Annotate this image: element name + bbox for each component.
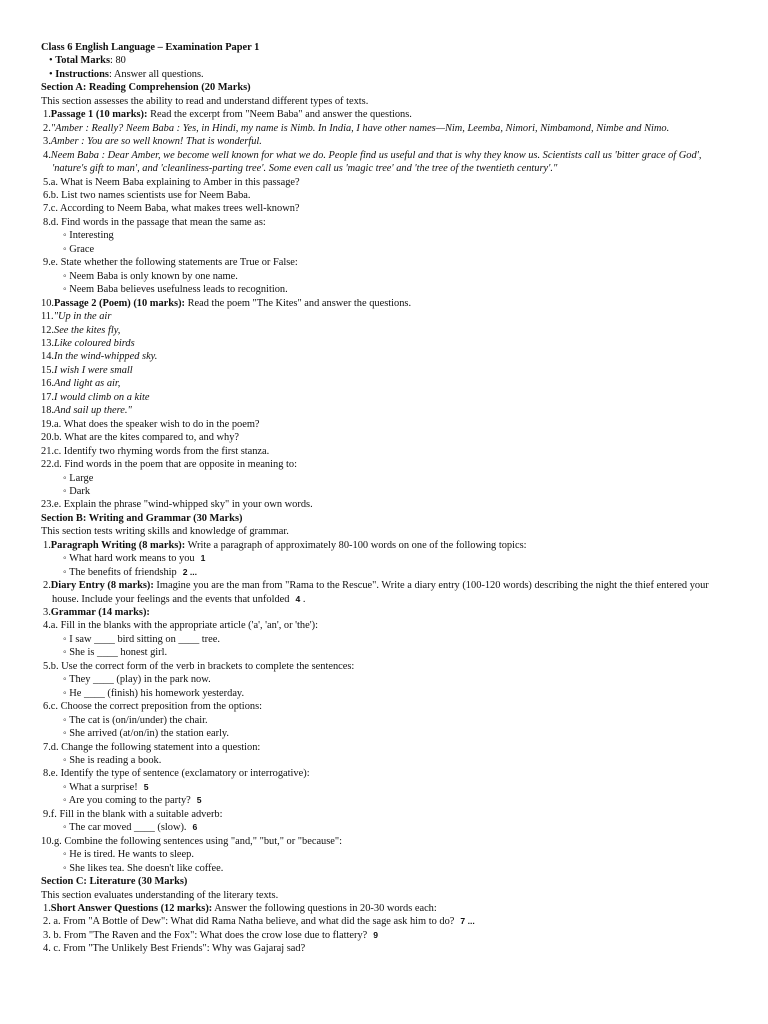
poem-line: 16.And light as air, bbox=[41, 378, 121, 390]
option-item: ◦ What a surprise! 5 bbox=[63, 781, 149, 793]
option-item: ◦ Interesting bbox=[63, 230, 114, 242]
poem-line: 14.In the wind-whipped sky. bbox=[41, 351, 158, 363]
section-b-heading: Section B: Writing and Grammar (30 Marks) bbox=[41, 512, 243, 524]
question-4a: 4.a. Fill in the blanks with the appropriate article ('a', 'an', or 'the'): bbox=[43, 620, 318, 632]
question-9e: 9.e. State whether the following statements are True or False: bbox=[43, 257, 298, 269]
poem-line: 18.And sail up there." bbox=[41, 405, 132, 417]
paper-title: Class 6 English Language – Examination Paper 1 bbox=[41, 42, 260, 53]
option-item: ◦ What hard work means to you 1 bbox=[63, 553, 206, 565]
option-item: ◦ The benefits of friendship 2 ... bbox=[63, 566, 198, 578]
option-item: ◦ Neem Baba believes usefulness leads to recognition. bbox=[63, 284, 288, 296]
option-item: ◦ Are you coming to the party? 5 bbox=[63, 795, 202, 807]
question-21c: 21.c. Identify two rhyming words from the first stanza. bbox=[41, 445, 270, 457]
poem-line: 13.Like coloured birds bbox=[41, 337, 135, 349]
question-8d: 8.d. Find words in the passage that mean the same as: bbox=[43, 216, 266, 228]
paragraph-writing-heading: 1.Paragraph Writing (8 marks): Write a paragraph of approximately 80-100 words on one of the following topics: bbox=[43, 539, 527, 551]
option-item: ◦ I saw ____ bird sitting on ____ tree. bbox=[63, 633, 220, 645]
option-item: ◦ He ____ (finish) his homework yesterday. bbox=[63, 687, 245, 699]
question-7c: 7.c. According to Neem Baba, what makes trees well-known? bbox=[43, 203, 300, 215]
poem-line: 12.See the kites fly, bbox=[41, 324, 121, 336]
question-20b: 20.b. What are the kites compared to, and why? bbox=[41, 432, 240, 444]
option-item: ◦ Grace bbox=[63, 243, 95, 255]
option-item: ◦ She arrived (at/on/in) the station early. bbox=[63, 728, 230, 740]
question-6c: 6.c. Choose the correct preposition from the options: bbox=[43, 701, 263, 713]
option-item: ◦ She is reading a book. bbox=[63, 755, 162, 767]
exam-paper bbox=[0, 41, 768, 956]
poem-line: 15.I wish I were small bbox=[41, 364, 133, 376]
question-5b: 5.b. Use the correct form of the verb in brackets to complete the sentences: bbox=[43, 660, 355, 672]
question-c3b: 3. b. From "The Raven and the Fox": What does the crow lose due to flattery? 9 bbox=[43, 929, 379, 941]
poem-line: 17.I would climb on a kite bbox=[41, 391, 150, 403]
section-c-intro: This section evaluates understanding of the literary texts. bbox=[41, 889, 279, 901]
question-10g: 10.g. Combine the following sentences using "and," "but," or "because": bbox=[41, 835, 343, 847]
section-c-heading: Section C: Literature (30 Marks) bbox=[41, 876, 188, 888]
short-answer-heading: 1.Short Answer Questions (12 marks): Answer the following questions in 20-30 words each: bbox=[43, 903, 437, 914]
passage-line-3: 3.Amber : You are so well known! That is wonderful. bbox=[43, 136, 262, 148]
instructions: • Instructions: Answer all questions. bbox=[49, 68, 204, 80]
question-23e: 23.e. Explain the phrase "wind-whipped sky" in your own words. bbox=[41, 499, 313, 511]
question-6b: 6.b. List two names scientists use for Neem Baba. bbox=[43, 189, 251, 201]
poem-line: 11."Up in the air bbox=[41, 311, 112, 323]
option-item: ◦ She likes tea. She doesn't like coffee. bbox=[63, 862, 224, 874]
question-c2a: 2. a. From "A Bottle of Dew": What did Rama Natha believe, and what did the sage ask him to do? 7 ... bbox=[43, 916, 475, 928]
section-a-intro: This section assesses the ability to read and understand different types of texts. bbox=[41, 95, 369, 107]
passage-1-heading: 1.Passage 1 (10 marks): Read the excerpt from "Neem Baba" and answer the questions. bbox=[43, 109, 412, 121]
option-item: ◦ Neem Baba is only known by one name. bbox=[63, 270, 238, 282]
question-22d: 22.d. Find words in the poem that are opposite in meaning to: bbox=[41, 459, 297, 471]
question-8e: 8.e. Identify the type of sentence (exclamatory or interrogative): bbox=[43, 768, 310, 780]
option-item: ◦ He is tired. He wants to sleep. bbox=[63, 849, 194, 861]
option-item: ◦ The cat is (on/in/under) the chair. bbox=[63, 714, 208, 726]
question-c4c: 4. c. From "The Unlikely Best Friends": Why was Gajaraj sad? bbox=[43, 943, 306, 955]
option-item: ◦ They ____ (play) in the park now. bbox=[63, 674, 211, 686]
option-item: ◦ The car moved ____ (slow). 6 bbox=[63, 822, 198, 834]
option-item: ◦ Large bbox=[63, 472, 94, 484]
passage-line-2: 2."Amber : Really? Neem Baba : Yes, in Hindi, my name is Nimb. In India, I have other names—Nim, Leemba, Nimori, Nimbamond, Nimbe and Nimo. bbox=[43, 122, 670, 134]
question-5a: 5.a. What is Neem Baba explaining to Amber in this passage? bbox=[43, 176, 300, 188]
option-item: ◦ Dark bbox=[63, 485, 91, 497]
diary-entry-heading: 2.Diary Entry (8 marks): Imagine you are the man from "Rama to the Rescue". Write a diary entry (100-120 words) describing the night the thief entered your house. Include your feelings and the events that unfolded 4 . bbox=[43, 580, 709, 605]
question-7d: 7.d. Change the following statement into a question: bbox=[43, 741, 261, 753]
question-9f: 9.f. Fill in the blank with a suitable adverb: bbox=[43, 808, 223, 820]
question-19a: 19.a. What does the speaker wish to do in the poem? bbox=[41, 418, 260, 430]
total-marks: • Total Marks: 80 bbox=[49, 55, 126, 67]
option-item: ◦ She is ____ honest girl. bbox=[63, 647, 168, 659]
grammar-heading: 3.Grammar (14 marks): bbox=[43, 607, 150, 619]
section-a-heading: Section A: Reading Comprehension (20 Marks) bbox=[41, 82, 251, 94]
section-b-intro: This section tests writing skills and knowledge of grammar. bbox=[41, 526, 289, 538]
passage-2-heading: 10.Passage 2 (Poem) (10 marks): Read the poem "The Kites" and answer the questions. bbox=[41, 297, 412, 309]
passage-line-4: 4.Neem Baba : Dear Amber, we become well known for what we do. People find us useful and that is why they know us. Scientists call us 'bitter grace of God', 'nature's gift to man', and 'cleanliness-parting tree'. Some even call us 'magic tree' and 'the tree of the twentieth century'." bbox=[43, 149, 702, 175]
